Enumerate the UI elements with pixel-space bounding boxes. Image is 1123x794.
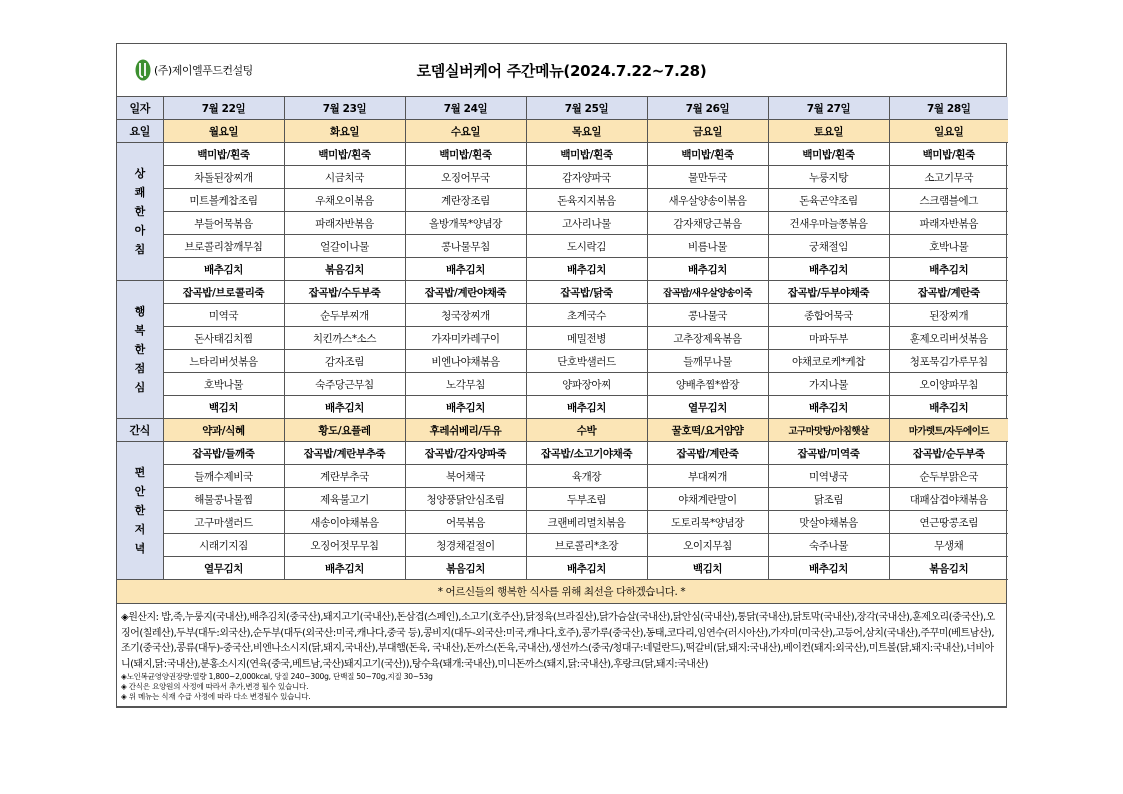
menu-item: 배추김치 bbox=[889, 396, 1008, 419]
menu-item: 양파장아찌 bbox=[526, 373, 647, 396]
lunch-label bbox=[117, 281, 163, 419]
menu-item: 열무김치 bbox=[163, 557, 284, 580]
menu-item: 미역국 bbox=[163, 304, 284, 327]
menu-item: 메밀전병 bbox=[526, 327, 647, 350]
menu-item: 대패삼겹야채볶음 bbox=[889, 488, 1008, 511]
menu-item: 순두부찌개 bbox=[284, 304, 405, 327]
menu-item: 오징어젓무무침 bbox=[284, 534, 405, 557]
snack-item: 마가렛트/자두에이드 bbox=[889, 419, 1008, 442]
menu-item: 청국장찌개 bbox=[405, 304, 526, 327]
breakfast-row bbox=[117, 212, 1008, 235]
menu-item: 백미밥/흰죽 bbox=[405, 143, 526, 166]
snack-note: ◈ 간식은 요양원의 사정에 따라서 추가,변경 될수 있습니다. bbox=[121, 682, 309, 691]
menu-item: 잡곡밥/두부야채죽 bbox=[768, 281, 889, 304]
menu-item: 배추김치 bbox=[768, 557, 889, 580]
menu-item: 잡곡밥/브로콜리죽 bbox=[163, 281, 284, 304]
menu-item: 해물콩나물찜 bbox=[163, 488, 284, 511]
nutrition-note: ◈노인복균영양권장량:열량 1,800~2,000kcal, 당질 240~300g, 단백질 50~70g,지질 30~53g bbox=[121, 672, 433, 681]
menu-item: 백김치 bbox=[163, 396, 284, 419]
snack-row bbox=[117, 419, 1008, 442]
menu-item: 들깨수제비국 bbox=[163, 465, 284, 488]
dinner-label bbox=[117, 442, 163, 580]
menu-item: 백미밥/흰죽 bbox=[284, 143, 405, 166]
menu-item: 열무김치 bbox=[647, 396, 768, 419]
section-label-char: 저 bbox=[134, 523, 145, 536]
dinner-row bbox=[117, 534, 1008, 557]
menu-item: 제육불고기 bbox=[284, 488, 405, 511]
menu-item: 도토리묵*양념장 bbox=[647, 511, 768, 534]
snack-item: 수박 bbox=[526, 419, 647, 442]
menu-item: 청양풍닭안심조림 bbox=[405, 488, 526, 511]
menu-item: 새송이야채볶음 bbox=[284, 511, 405, 534]
menu-item: 볶음김치 bbox=[405, 557, 526, 580]
menu-item: 호박나물 bbox=[889, 235, 1008, 258]
menu-item: 잡곡밥/소고기야채죽 bbox=[526, 442, 647, 465]
menu-item: 고추장제육볶음 bbox=[647, 327, 768, 350]
menu-item: 종합어묵국 bbox=[768, 304, 889, 327]
menu-item: 가지나물 bbox=[768, 373, 889, 396]
menu-item: 배추김치 bbox=[526, 258, 647, 281]
menu-item: 크랜베리멸치볶음 bbox=[526, 511, 647, 534]
menu-item: 시금치국 bbox=[284, 166, 405, 189]
menu-item: 두부조림 bbox=[526, 488, 647, 511]
snack-item: 황도/요플레 bbox=[284, 419, 405, 442]
section-label-char: 한 bbox=[134, 343, 145, 356]
section-label-char: 쾌 bbox=[134, 186, 145, 199]
lunch-row bbox=[117, 350, 1008, 373]
menu-item: 시래기지짐 bbox=[163, 534, 284, 557]
change-note: ◈ 위 메뉴는 식재 수급 사정에 따라 다소 변경될수 있습니다. bbox=[121, 692, 311, 701]
menu-item: 감자채당근볶음 bbox=[647, 212, 768, 235]
menu-item: 미트볼케찹조림 bbox=[163, 189, 284, 212]
menu-item: 파래자반볶음 bbox=[284, 212, 405, 235]
menu-item: 순두부맑은국 bbox=[889, 465, 1008, 488]
menu-item: 잡곡밥/감자양파죽 bbox=[405, 442, 526, 465]
day-label: 요일 bbox=[117, 120, 163, 143]
menu-item: 브로콜리참깨무침 bbox=[163, 235, 284, 258]
menu-item: 청경채겉절이 bbox=[405, 534, 526, 557]
menu-item: 단호박샐러드 bbox=[526, 350, 647, 373]
lunch-row bbox=[117, 327, 1008, 350]
menu-item: 얼갈이나물 bbox=[284, 235, 405, 258]
menu-item: 호박나물 bbox=[163, 373, 284, 396]
breakfast-row bbox=[117, 166, 1008, 189]
menu-item: 차돌된장찌개 bbox=[163, 166, 284, 189]
menu-item: 도시락김 bbox=[526, 235, 647, 258]
section-label-char: 한 bbox=[134, 205, 145, 218]
menu-item: 잡곡밥/계란부추죽 bbox=[284, 442, 405, 465]
menu-item: 배추김치 bbox=[405, 396, 526, 419]
snack-item: 꿀호떡/요거얌얌 bbox=[647, 419, 768, 442]
menu-item: 소고기무국 bbox=[889, 166, 1008, 189]
menu-item: 백미밥/흰죽 bbox=[768, 143, 889, 166]
menu-item: 배추김치 bbox=[647, 258, 768, 281]
menu-item: 어묵볶음 bbox=[405, 511, 526, 534]
day-cell: 수요일 bbox=[405, 120, 526, 143]
menu-item: 노각무침 bbox=[405, 373, 526, 396]
menu-item: 잡곡밥/닭죽 bbox=[526, 281, 647, 304]
date-cell: 7월 27일 bbox=[768, 97, 889, 120]
menu-item: 초계국수 bbox=[526, 304, 647, 327]
menu-item: 배추김치 bbox=[768, 258, 889, 281]
day-row bbox=[117, 120, 1008, 143]
menu-item: 고사리나물 bbox=[526, 212, 647, 235]
day-cell: 일요일 bbox=[889, 120, 1008, 143]
menu-item: 감자조림 bbox=[284, 350, 405, 373]
slogan: * 어르신들의 행복한 식사를 위해 최선을 다하겠습니다. * bbox=[117, 580, 1006, 604]
menu-item: 우채오이볶음 bbox=[284, 189, 405, 212]
menu-item: 스크램블에그 bbox=[889, 189, 1008, 212]
menu-item: 계란장조림 bbox=[405, 189, 526, 212]
menu-item: 숙주당근무침 bbox=[284, 373, 405, 396]
menu-table bbox=[117, 97, 1008, 580]
page-title: 로뎀실버케어 주간메뉴(2024.7.22~7.28) bbox=[416, 62, 707, 80]
menu-item: 고구마샐러드 bbox=[163, 511, 284, 534]
menu-item: 오이지무침 bbox=[647, 534, 768, 557]
breakfast-row bbox=[117, 258, 1008, 281]
menu-item: 미역냉국 bbox=[768, 465, 889, 488]
menu-item: 가자미카레구이 bbox=[405, 327, 526, 350]
section-label-char: 침 bbox=[134, 243, 145, 256]
menu-item: 배추김치 bbox=[526, 557, 647, 580]
dinner-row bbox=[117, 557, 1008, 580]
day-cell: 화요일 bbox=[284, 120, 405, 143]
section-label-char: 아 bbox=[134, 224, 145, 237]
menu-item: 오징어무국 bbox=[405, 166, 526, 189]
date-label: 일자 bbox=[117, 97, 163, 120]
menu-item: 닭조림 bbox=[768, 488, 889, 511]
menu-item: 배추김치 bbox=[768, 396, 889, 419]
weekly-menu-sheet bbox=[116, 43, 1007, 708]
menu-item: 잡곡밥/계란죽 bbox=[647, 442, 768, 465]
day-cell: 월요일 bbox=[163, 120, 284, 143]
menu-item: 누룽지탕 bbox=[768, 166, 889, 189]
menu-item: 브로콜리*초장 bbox=[526, 534, 647, 557]
menu-item: 양배추찜*쌈장 bbox=[647, 373, 768, 396]
menu-item: 계란부추국 bbox=[284, 465, 405, 488]
menu-item: 청포묵김가루무침 bbox=[889, 350, 1008, 373]
date-cell: 7월 25일 bbox=[526, 97, 647, 120]
section-label-char: 안 bbox=[134, 485, 145, 498]
menu-item: 연근땅콩조림 bbox=[889, 511, 1008, 534]
menu-item: 배추김치 bbox=[163, 258, 284, 281]
menu-item: 배추김치 bbox=[526, 396, 647, 419]
date-cell: 7월 22일 bbox=[163, 97, 284, 120]
dinner-row bbox=[117, 442, 1008, 465]
menu-item: 잡곡밥/수두부죽 bbox=[284, 281, 405, 304]
menu-item: 야채코로케*케찹 bbox=[768, 350, 889, 373]
menu-item: 비름나물 bbox=[647, 235, 768, 258]
dinner-row bbox=[117, 511, 1008, 534]
menu-item: 오이양파무침 bbox=[889, 373, 1008, 396]
menu-item: 치킨까스*소스 bbox=[284, 327, 405, 350]
breakfast-label bbox=[117, 143, 163, 281]
menu-item: 올방개묵*양념장 bbox=[405, 212, 526, 235]
date-cell: 7월 26일 bbox=[647, 97, 768, 120]
menu-item: 물만두국 bbox=[647, 166, 768, 189]
dinner-row bbox=[117, 488, 1008, 511]
section-label-char: 점 bbox=[134, 362, 145, 375]
menu-item: 백미밥/흰죽 bbox=[526, 143, 647, 166]
footer-table bbox=[117, 580, 1006, 707]
menu-item: 건새우마늘쫑볶음 bbox=[768, 212, 889, 235]
menu-item: 비엔나야채볶음 bbox=[405, 350, 526, 373]
menu-item: 배추김치 bbox=[284, 557, 405, 580]
section-label-char: 녁 bbox=[134, 542, 145, 555]
menu-item: 콩나물국 bbox=[647, 304, 768, 327]
snack-label: 간식 bbox=[117, 419, 163, 442]
menu-item: 백김치 bbox=[647, 557, 768, 580]
breakfast-row bbox=[117, 143, 1008, 166]
dinner-row bbox=[117, 465, 1008, 488]
menu-item: 볶음김치 bbox=[889, 557, 1008, 580]
menu-item: 새우살양송이볶음 bbox=[647, 189, 768, 212]
breakfast-row bbox=[117, 189, 1008, 212]
company-name: (주)제이엘푸드컨설팅 bbox=[154, 64, 253, 77]
menu-item: 느타리버섯볶음 bbox=[163, 350, 284, 373]
menu-item: 맛살야채볶음 bbox=[768, 511, 889, 534]
menu-item: 잡곡밥/계란야채죽 bbox=[405, 281, 526, 304]
menu-item: 부들어묵볶음 bbox=[163, 212, 284, 235]
notes bbox=[117, 604, 1006, 707]
menu-item: 숙주나물 bbox=[768, 534, 889, 557]
day-cell: 목요일 bbox=[526, 120, 647, 143]
snack-item: 고구마맛탕/아침햇살 bbox=[768, 419, 889, 442]
breakfast-row bbox=[117, 235, 1008, 258]
menu-item: 부대찌개 bbox=[647, 465, 768, 488]
menu-item: 파래자반볶음 bbox=[889, 212, 1008, 235]
menu-item: 훈제오리버섯볶음 bbox=[889, 327, 1008, 350]
menu-item: 무생채 bbox=[889, 534, 1008, 557]
menu-item: 백미밥/흰죽 bbox=[889, 143, 1008, 166]
snack-item: 약과/식혜 bbox=[163, 419, 284, 442]
menu-item: 잡곡밥/순두부죽 bbox=[889, 442, 1008, 465]
lunch-row bbox=[117, 373, 1008, 396]
origin-note: ◈원산지: 밥,죽,누룽지(국내산),배추김치(중국산),돼지고기(국내산),돈삼겹(스페인),소고기(호주산),닭정육(브라질산),닭가슴살(국내산),닭안심(국내산),통닭(국내산),닭토막(국내산),장각(국내산),훈제오리(중국산),오징어(칠레산),두부(대두:외국산),순두부(대두(외국산:미국,캐나다,중국 등),콩비지(대두-외국산:미국,캐나다,호주),콩가루(중국산),동태,코다리,임연수(러시아산),가자미(미국산),고등어,삼치(국내산),주꾸미(베트남산),조기(중국산),콩류(대두)-중국산,비엔나소시지(닭,돼지,국내산),부대햄(돈육, 국내산),돈까스(돈육,국내산),생선까스(중국/청대구:네덜란드),떡갈비(닭,돼지:국내산),베이컨(돼지:외국산),미트볼(닭,돼지:국내산),너비아니(돼지,닭:국내산),분홍소시지(연육(중국,베트남,국산)돼지고기(국산)),탕수육(돼개:국내산),미니돈까스(돼지,닭:국내산),후랑크(닭,돼지:국내산) bbox=[121, 612, 995, 670]
day-cell: 금요일 bbox=[647, 120, 768, 143]
menu-item: 돈육곤약조림 bbox=[768, 189, 889, 212]
section-label-char: 편 bbox=[134, 466, 145, 479]
date-cell: 7월 28일 bbox=[889, 97, 1008, 120]
lunch-row bbox=[117, 281, 1008, 304]
date-cell: 7월 23일 bbox=[284, 97, 405, 120]
menu-item: 북어채국 bbox=[405, 465, 526, 488]
menu-item: 마파두부 bbox=[768, 327, 889, 350]
section-label-char: 심 bbox=[134, 381, 145, 394]
menu-item: 볶음김치 bbox=[284, 258, 405, 281]
menu-item: 배추김치 bbox=[284, 396, 405, 419]
menu-item: 육개장 bbox=[526, 465, 647, 488]
menu-item: 돈육지지볶음 bbox=[526, 189, 647, 212]
section-label-char: 상 bbox=[134, 167, 145, 180]
menu-item: 된장찌개 bbox=[889, 304, 1008, 327]
menu-item: 잡곡밥/새우살양송이죽 bbox=[647, 281, 768, 304]
snack-item: 후레쉬베리/두유 bbox=[405, 419, 526, 442]
menu-item: 궁채절임 bbox=[768, 235, 889, 258]
menu-item: 잡곡밥/계란죽 bbox=[889, 281, 1008, 304]
menu-item: 배추김치 bbox=[889, 258, 1008, 281]
menu-item: 콩나물무침 bbox=[405, 235, 526, 258]
menu-item: 백미밥/흰죽 bbox=[163, 143, 284, 166]
menu-item: 돈사태김치찜 bbox=[163, 327, 284, 350]
menu-item: 잡곡밥/들깨죽 bbox=[163, 442, 284, 465]
menu-item: 들깨무나물 bbox=[647, 350, 768, 373]
section-label-char: 복 bbox=[134, 324, 145, 337]
menu-item: 백미밥/흰죽 bbox=[647, 143, 768, 166]
menu-item: 배추김치 bbox=[405, 258, 526, 281]
menu-item: 감자양파국 bbox=[526, 166, 647, 189]
day-cell: 토요일 bbox=[768, 120, 889, 143]
date-row bbox=[117, 97, 1008, 120]
header bbox=[117, 44, 1006, 97]
date-cell: 7월 24일 bbox=[405, 97, 526, 120]
lunch-row bbox=[117, 396, 1008, 419]
section-label-char: 한 bbox=[134, 504, 145, 517]
menu-item: 야채계란말이 bbox=[647, 488, 768, 511]
section-label-char: 행 bbox=[134, 305, 145, 318]
lunch-row bbox=[117, 304, 1008, 327]
menu-item: 잡곡밥/미역죽 bbox=[768, 442, 889, 465]
